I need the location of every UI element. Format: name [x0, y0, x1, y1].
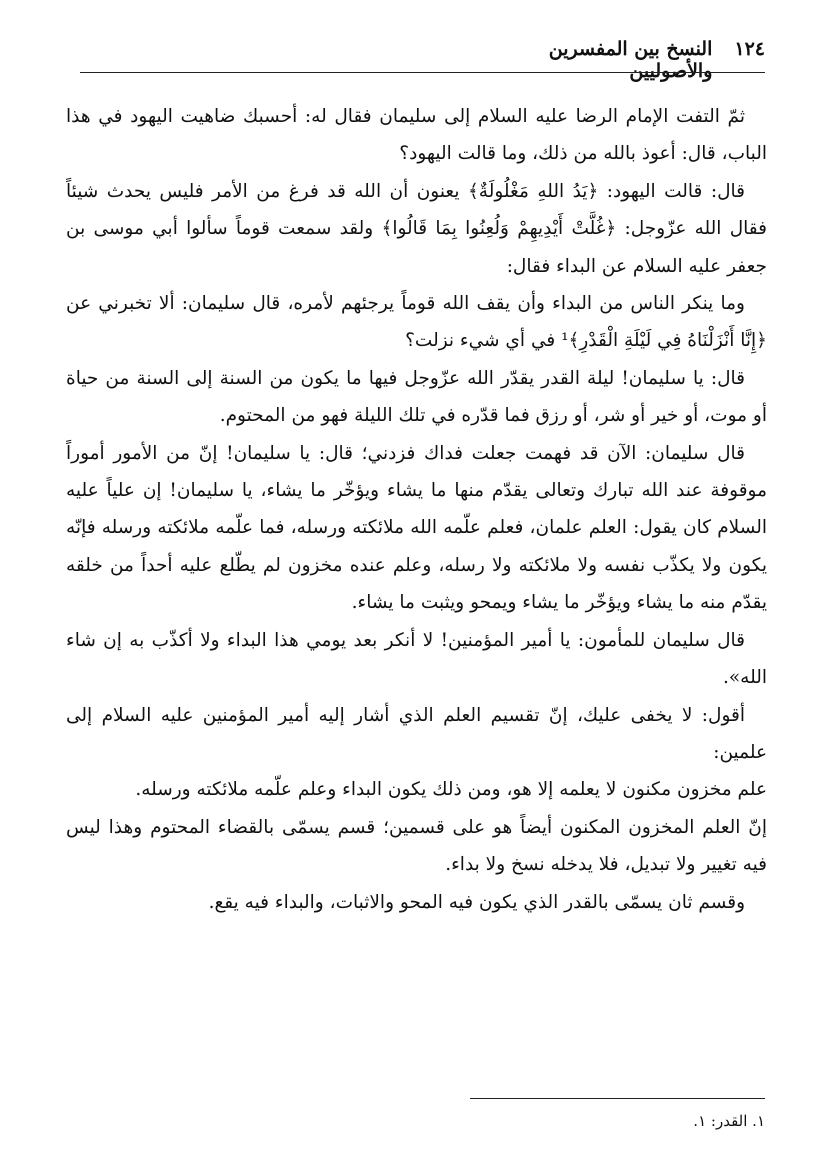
paragraph-2: قال: قالت اليهود: ﴿يَدُ اللهِ مَغْلُولَةٌ﴾ يعنون أن الله قد فرغ من الأمر فليس يحدث شيئاً فقال الله عزّوجل: ﴿غُلَّتْ أَيْدِيهِمْ وَلُعِنُوا بِمَا قَالُوا﴾ ولقد سمعت قوماً سألوا أبي موسى بن جعفر عليه السلام عن البداء فقال: [66, 180, 767, 277]
paragraph-1: ثمّ التفت الإمام الرضا عليه السلام إلى سليمان فقال له: أحسبك ضاهيت اليهود في هذا الباب، قال: أعوذ بالله من ذلك، وما قالت اليهود؟ [66, 106, 767, 165]
paragraph-4: قال: يا سليمان! ليلة القدر يقدّر الله عزّوجل فيها ما يكون من السنة إلى السنة من حياة أو موت، أو خير أو شر، أو رزق فما قدّره في تلك الليلة فهو من المحتوم. [66, 367, 767, 427]
running-title: النسخ بين المفسرين والأصوليين [548, 38, 713, 82]
paragraph-10: وقسم ثان يسمّى بالقدر الذي يكون فيه المحو والاثبات، والبداء فيه يقع. [208, 891, 745, 913]
paragraph-3: وما ينكر الناس من البداء وأن يقف الله قوماً يرجئهم لأمره، قال سليمان: ألا تخبرني عن ﴿إِنَّا أَنْزَلْنَاهُ فِي لَيْلَةِ الْقَدْرِ﴾¹ في أي شيء نزلت؟ [66, 293, 767, 352]
paragraph-8: علم مخزون مكنون لا يعلمه إلا هو، ومن ذلك يكون البداء وعلم علّمه ملائكته ورسله. [135, 779, 767, 801]
page-header [500, 38, 765, 82]
paragraph-9: إنّ العلم المخزون المكنون أيضاً هو على قسمين؛ قسم يسمّى بالقضاء المحتوم وهذا ليس فيه تغيير ولا تبديل، فلا يدخله نسخ ولا بداء. [66, 816, 767, 876]
page-number: ١٢٤ [734, 38, 765, 60]
paragraph-5: قال سليمان: الآن قد فهمت جعلت فداك فزدني؛ قال: يا سليمان! إنّ من الأمور أموراً موقوفة عند الله تبارك وتعالى يقدّم منها ما يشاء ويؤخّر ما يشاء، يا سليمان! إن علياً عليه السلام كان يقول: العلم علمان، فعلم علّمه الله ملائكته ورسله، فما علّمه ملائكته ورسله فإنّه يكون ولا يكذّب نفسه ولا ملائكته ولا رسله، وعلم عنده مخزون لم يطّلع عليه أحداً من خلقه يقدّم منه ما يشاء ويؤخّر ما يشاء ويمحو ويثبت ما يشاء. [66, 442, 767, 614]
main-text [66, 98, 767, 921]
footnote-rule [470, 1098, 765, 1099]
paragraph-7: أقول: لا يخفى عليك، إنّ تقسيم العلم الذي أشار إليه أمير المؤمنين عليه السلام إلى علمين: [66, 704, 767, 763]
header-rule [80, 72, 765, 73]
paragraph-6: قال سليمان للمأمون: يا أمير المؤمنين! لا أنكر بعد يومي هذا البداء ولا أكذّب به إن شاء الله». [66, 629, 767, 689]
footnote: ١. القدر: ١. [693, 1112, 765, 1130]
